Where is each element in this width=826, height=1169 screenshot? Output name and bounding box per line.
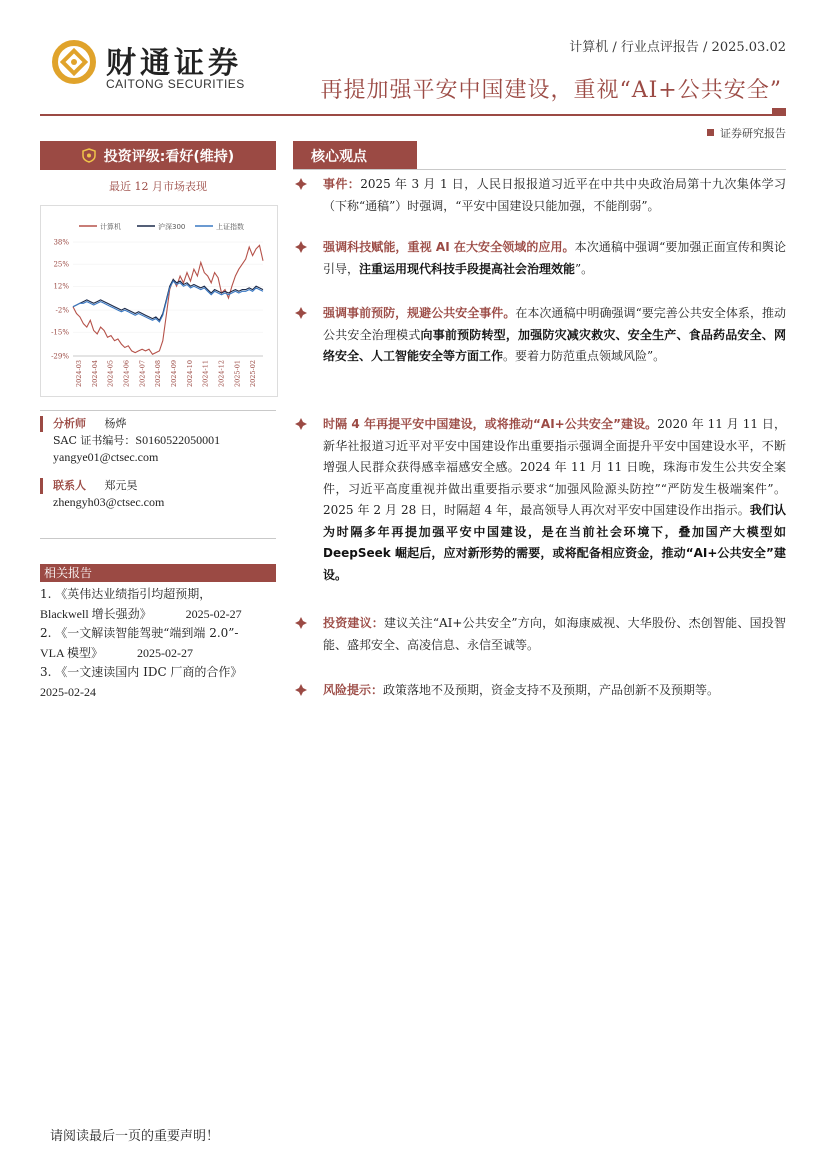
bullet-key: 强调科技赋能，重视 AI 在大安全领域的应用。 [323, 240, 575, 254]
related-report-date: 2025-02-24 [40, 684, 96, 699]
bullet-end: 。要着力防范重点领域风险”。 [503, 349, 666, 363]
diamond-bullet-icon [295, 178, 307, 190]
bullet-key: 强调事前预防，规避公共安全事件。 [323, 306, 516, 320]
x-tick-label: 2024-12 [217, 360, 226, 388]
y-tick-label: 25% [53, 260, 69, 269]
x-tick-label: 2024-08 [154, 360, 163, 388]
caitong-logo-icon [50, 40, 98, 84]
header-divider-tick [772, 108, 786, 116]
bullet-ai-security [293, 414, 786, 586]
left-divider [40, 410, 276, 411]
related-report-title-cont: Blackwell 增长强劲》 [40, 606, 152, 621]
bullet-text: 政策落地不及预期，资金支持不及预期，产品创新不及预期等。 [383, 683, 720, 697]
y-tick-label: 38% [53, 238, 69, 247]
report-title: 再提加强平安中国建设，重视“AI+公共安全” [320, 78, 782, 103]
market-performance-title: 最近 12 月市场表现 [109, 180, 207, 193]
analyst-label: 分析师 [40, 416, 101, 432]
analyst-block [40, 416, 276, 511]
legend-label: 沪深300 [158, 223, 186, 231]
header-divider [40, 114, 786, 116]
sac-row [40, 432, 276, 449]
x-tick-label: 2024-06 [122, 360, 131, 388]
report-meta: 计算机 / 行业点评报告 / 2025.03.02 [569, 40, 786, 55]
y-tick-label: 12% [53, 282, 69, 291]
x-tick-label: 2024-10 [185, 360, 194, 388]
legend-label: 计算机 [100, 223, 121, 231]
related-report-title: 3. 《一文速读国内 IDC 厂商的合作》 [40, 665, 243, 679]
contact-label: 联系人 [40, 478, 101, 494]
diamond-bullet-icon [295, 617, 307, 629]
bullet-tech [293, 237, 786, 280]
rating-box [40, 141, 276, 170]
core-views-head: 核心观点 [293, 141, 417, 170]
brand-name-cn: 财通证券 [106, 46, 242, 81]
diamond-bullet-icon [295, 241, 307, 253]
bullet-investment [293, 613, 786, 656]
related-report-item[interactable] [40, 663, 276, 702]
y-tick-label: -2% [55, 306, 69, 315]
chart-svg [41, 206, 277, 396]
sac-number: S0160522050001 [135, 433, 221, 447]
x-tick-label: 2024-04 [90, 360, 99, 388]
footer-disclaimer-note: 请阅读最后一页的重要声明！ [50, 1129, 220, 1144]
diamond-bullet-icon [295, 684, 307, 696]
bullet-key: 事件： [323, 177, 361, 191]
related-report-title: 2. 《一文解读智能驾驶“端到端 2.0”- [40, 626, 239, 640]
bullet-bold: 注重运用现代科技手段提高社会治理效能 [359, 261, 576, 276]
bullet-key: 投资建议： [323, 616, 385, 630]
bullet-prevention [293, 303, 786, 368]
bullet-text: 在本次通稿中明确强调“要完善公共安全体系，推动公共安全治理模式 [323, 306, 786, 342]
bullet-end: ”。 [575, 261, 594, 276]
diamond-bullet-icon [295, 418, 307, 430]
y-tick-label: -15% [51, 328, 69, 337]
bullet-event [293, 174, 786, 217]
analyst-email[interactable]: yangye01@ctsec.com [53, 450, 159, 464]
x-tick-label: 2024-09 [169, 360, 178, 388]
related-report-title-cont: VLA 模型》 [40, 645, 104, 660]
x-tick-label: 2024-05 [106, 360, 115, 388]
x-tick-label: 2024-03 [74, 360, 83, 388]
related-reports-list [40, 585, 276, 702]
research-tag-label: 证券研究报告 [720, 127, 786, 140]
bullet-text: 2025 年 3 月 1 日，人民日报报道习近平在中共中央政治局第十九次集体学习（下称“通稿”）时强调，“平安中国建设只能加强，不能削弱”。 [323, 177, 786, 213]
rating-label: 投资评级:看好(维持) [103, 148, 235, 165]
contact-name: 郑元昊 [104, 479, 138, 492]
related-report-date: 2025-02-27 [185, 606, 242, 621]
shield-icon [82, 148, 96, 163]
research-tag [707, 125, 786, 141]
legend-label: 上证指数 [216, 223, 244, 231]
sac-label: SAC 证书编号： [53, 434, 136, 447]
bullet-key: 时隔 4 年再提平安中国建设，或将推动“AI+公共安全”建设。 [323, 417, 658, 431]
square-bullet-icon [707, 129, 714, 136]
analyst-email-row [40, 449, 276, 466]
contact-row [40, 478, 276, 494]
diamond-bullet-icon [295, 307, 307, 319]
x-tick-label: 2025-02 [249, 360, 258, 388]
analyst-row [40, 416, 276, 432]
bullet-bold: 向事前预防转型，加强防灾减灾救灾、安全生产、食品药品安全、网络安全、人工智能安全等方面工作 [323, 327, 786, 363]
contact-email[interactable]: zhengyh03@ctsec.com [53, 495, 165, 509]
bullet-text: 建议关注“AI+公共安全”方向，如海康威视、大华股份、杰创智能、国投智能、盛邦安全、高凌信息、永信至诚等。 [323, 616, 786, 652]
analyst-name: 杨烨 [104, 417, 127, 430]
related-report-title: 1. 《英伟达业绩指引均超预期， [40, 587, 212, 601]
x-tick-label: 2024-07 [138, 360, 147, 388]
bullet-risk [293, 680, 786, 702]
bullet-key: 风险提示： [323, 683, 384, 697]
related-report-item[interactable] [40, 585, 276, 624]
x-tick-label: 2024-11 [201, 360, 210, 388]
contact-email-row [40, 494, 276, 511]
y-tick-label: -29% [51, 352, 69, 361]
left-divider [40, 538, 276, 539]
related-report-item[interactable] [40, 624, 276, 663]
core-views-divider [293, 169, 786, 170]
bullet-bold: 我们认为时隔多年再提加强平安中国建设，是在当前社会环境下，叠加国产大模型如 DeepSeek 崛起后，应对新形势的需要，或将配备相应资金，推动“AI+公共安全”建设。 [323, 503, 786, 582]
bullet-text: 2020 年 11 月 11 日，新华社报道习近平对平安中国建设作出重要指示强调全面提升平安中国建设水平，不断增强人民群众获得感幸福感安全感。2024 年 11 月 11 日晚，珠海市发生公共安全案件，习近平高度重视并做出重要指示要求“加强风险源头防控”“严防发生极端案件”。2025 年 2 月 28 日，时隔超 4 年，最高领导人再次对平安中国建设作出指示。 [323, 417, 786, 517]
related-report-date: 2025-02-27 [137, 645, 194, 660]
market-performance-chart [40, 205, 278, 397]
bullet-text: 本次通稿中强调“要加强正面宣传和舆论引导， [323, 240, 787, 276]
related-reports-head: 相关报告 [40, 564, 276, 582]
brand-name-en: CAITONG SECURITIES [106, 77, 245, 91]
x-tick-label: 2025-01 [233, 360, 242, 388]
